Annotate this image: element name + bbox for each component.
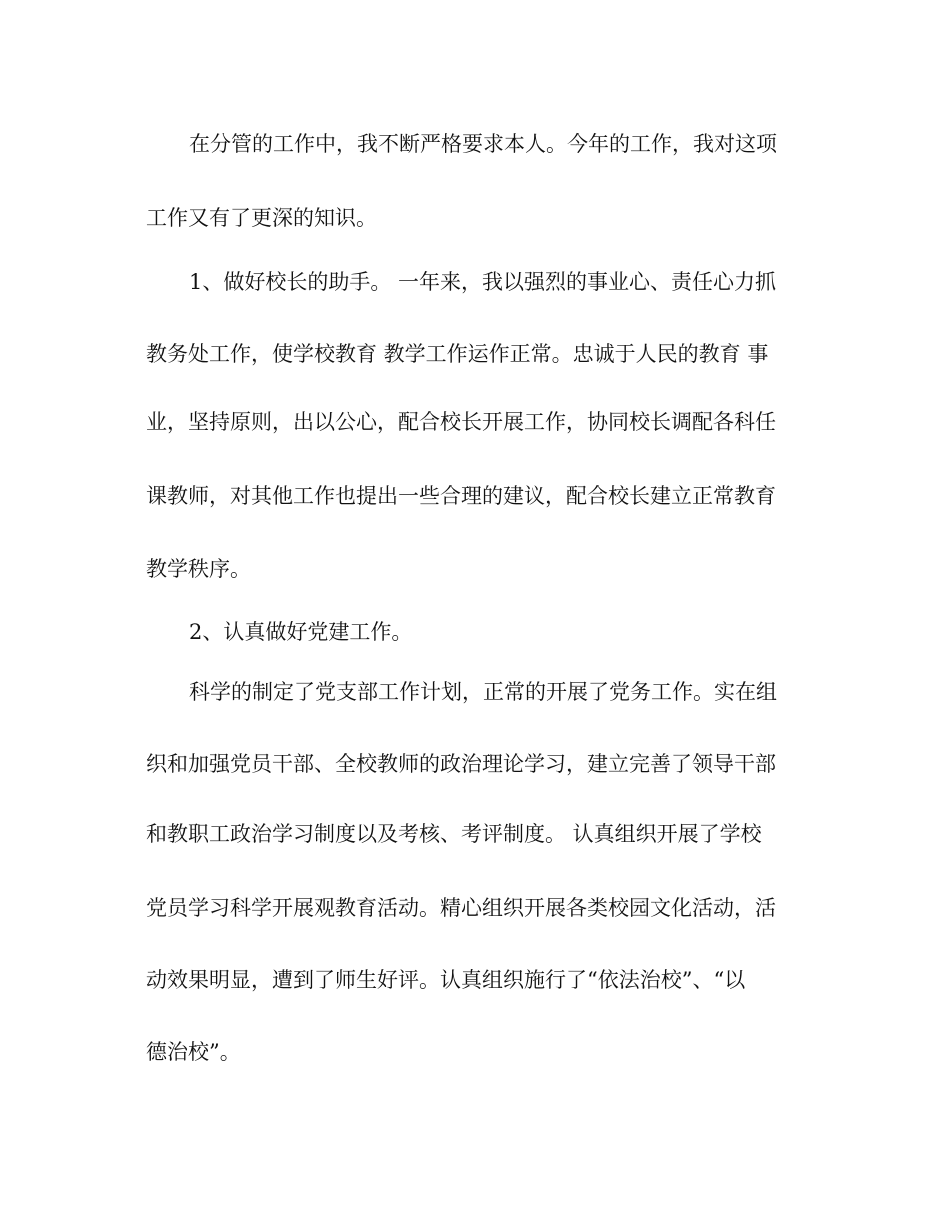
paragraph-line: 2、认真做好党建工作。 <box>189 620 413 644</box>
paragraph-line: 和教职工政治学习制度以及考核、考评制度。 认真组织开展了学校 <box>146 822 762 846</box>
paragraph-line: 科学的制定了党支部工作计划，正常的开展了党务工作。实在组 <box>189 680 777 704</box>
paragraph-line: 动效果明显，遭到了师生好评。认真组织施行了“依法治校”、“以 <box>146 968 746 992</box>
paragraph-line: 教学秩序。 <box>146 557 251 581</box>
paragraph-line: 1、做好校长的助手。 一年来，我以强烈的事业心、责任心力抓 <box>189 270 777 294</box>
paragraph-line: 党员学习科学开展观教育活动。精心组织开展各类校园文化活动，活 <box>146 896 776 920</box>
paragraph-line: 工作又有了更深的知识。 <box>146 206 377 230</box>
paragraph-line: 教务处工作，使学校教育 教学工作运作正常。忠诚于人民的教育 事 <box>146 342 769 366</box>
paragraph-line: 业，坚持原则，出以公心，配合校长开展工作，协同校长调配各科任 <box>146 410 776 434</box>
paragraph-line: 织和加强党员干部、全校教师的政治理论学习，建立完善了领导干部 <box>146 752 776 776</box>
paragraph-line: 课教师，对其他工作也提出一些合理的建议，配合校长建立正常教育 <box>146 484 776 508</box>
paragraph-line: 德治校”。 <box>146 1040 241 1064</box>
paragraph-line: 在分管的工作中，我不断严格要求本人。今年的工作，我对这项 <box>189 132 777 156</box>
